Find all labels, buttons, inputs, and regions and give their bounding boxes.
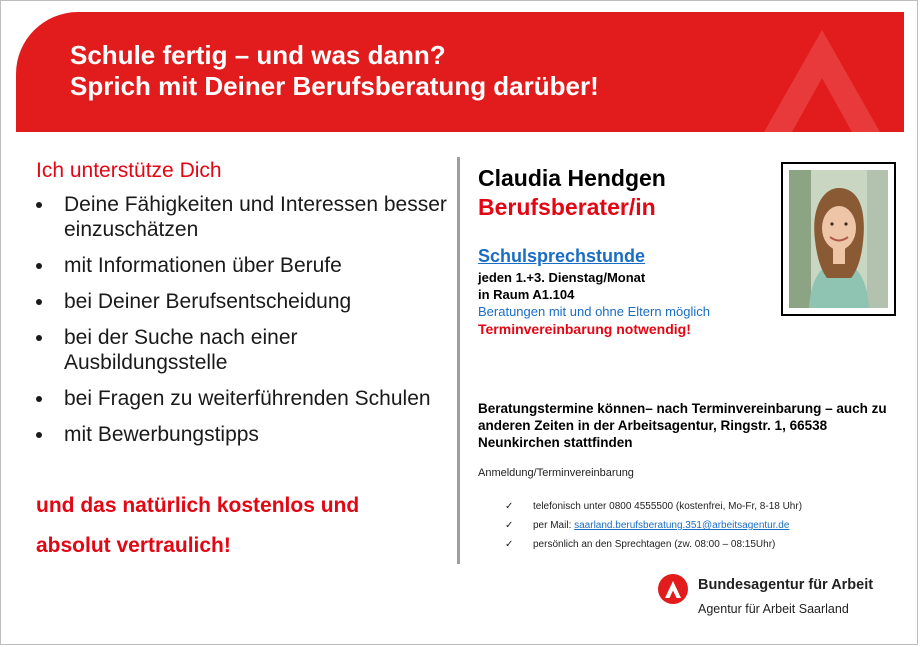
agency-logo-icon [657, 573, 689, 605]
support-section [36, 158, 456, 458]
list-item-text: bei Fragen zu weiterführenden Schulen [64, 387, 431, 410]
agency-name: Bundesagentur für Arbeit [698, 577, 874, 593]
list-item [505, 501, 802, 520]
list-item-text: Deine Fähigkeiten und Interessen besser einzuschätzen [64, 193, 447, 241]
header-banner [16, 12, 904, 132]
contact-options [505, 501, 802, 558]
consultation-parents-note: Beratungen mit und ohne Eltern möglich [478, 304, 710, 319]
registration-label: Anmeldung/Terminvereinbarung [478, 467, 634, 479]
confidential-note: absolut vertraulich! [36, 534, 231, 557]
list-item [36, 325, 456, 375]
phone-contact: telefonisch unter 0800 4555500 (kostenfrei, Mo-Fr, 8-18 Uhr) [533, 501, 803, 512]
list-item [505, 520, 802, 539]
email-link[interactable]: saarland.berufsberatung.351@arbeitsagentur.de [574, 520, 790, 531]
bullet-icon [36, 299, 42, 305]
list-item [36, 422, 456, 447]
bullet-icon [36, 335, 42, 341]
other-appointments-info: Beratungstermine können– nach Terminvereinbarung – auch zu anderen Zeiten in der Arbeitsagentur, Ringstr. 1, 66538 Neunkirchen stattfinden [478, 401, 887, 450]
bullet-icon [36, 432, 42, 438]
support-intro: Ich unterstütze Dich [36, 159, 222, 182]
appointment-required-note: Terminvereinbarung notwendig! [478, 321, 691, 337]
advisor-name: Claudia Hendgen [478, 165, 666, 191]
list-item [36, 289, 456, 314]
agency-logo-watermark [734, 12, 884, 132]
advisor-photo [781, 162, 896, 316]
check-icon: ✓ [505, 520, 514, 531]
mail-label: per Mail: [533, 520, 575, 531]
bullet-icon [36, 396, 42, 402]
list-item [36, 386, 456, 411]
check-icon: ✓ [505, 539, 514, 550]
list-item-text: mit Bewerbungstipps [64, 423, 259, 446]
consultation-room: in Raum A1.104 [478, 287, 575, 302]
advisor-portrait-image [789, 170, 888, 308]
school-consultation-heading: Schulsprechstunde [478, 246, 646, 266]
support-list [36, 192, 456, 447]
list-item-text: bei der Suche nach einer Ausbildungsstelle [64, 326, 298, 374]
advisor-role: Berufsberater/in [478, 194, 656, 220]
agency-subtitle: Agentur für Arbeit Saarland [698, 602, 849, 616]
free-of-charge-note: und das natürlich kostenlos und [36, 494, 360, 517]
consultation-schedule: jeden 1.+3. Dienstag/Monat [478, 270, 646, 285]
check-icon: ✓ [505, 501, 514, 512]
list-item [36, 253, 456, 278]
in-person-contact: persönlich an den Sprechtagen (zw. 08:00 – 08:15Uhr) [533, 539, 776, 550]
banner-title-line2: Sprich mit Deiner Berufsberatung darüber! [70, 71, 599, 101]
list-item-text: bei Deiner Berufsentscheidung [64, 290, 352, 313]
bullet-icon [36, 202, 42, 208]
list-item-text: mit Informationen über Berufe [64, 254, 342, 277]
banner-title [70, 40, 599, 102]
column-divider [457, 157, 460, 564]
bullet-icon [36, 263, 42, 269]
list-item [36, 192, 456, 242]
banner-title-line1: Schule fertig – und was dann? [70, 40, 446, 70]
list-item [505, 539, 802, 558]
